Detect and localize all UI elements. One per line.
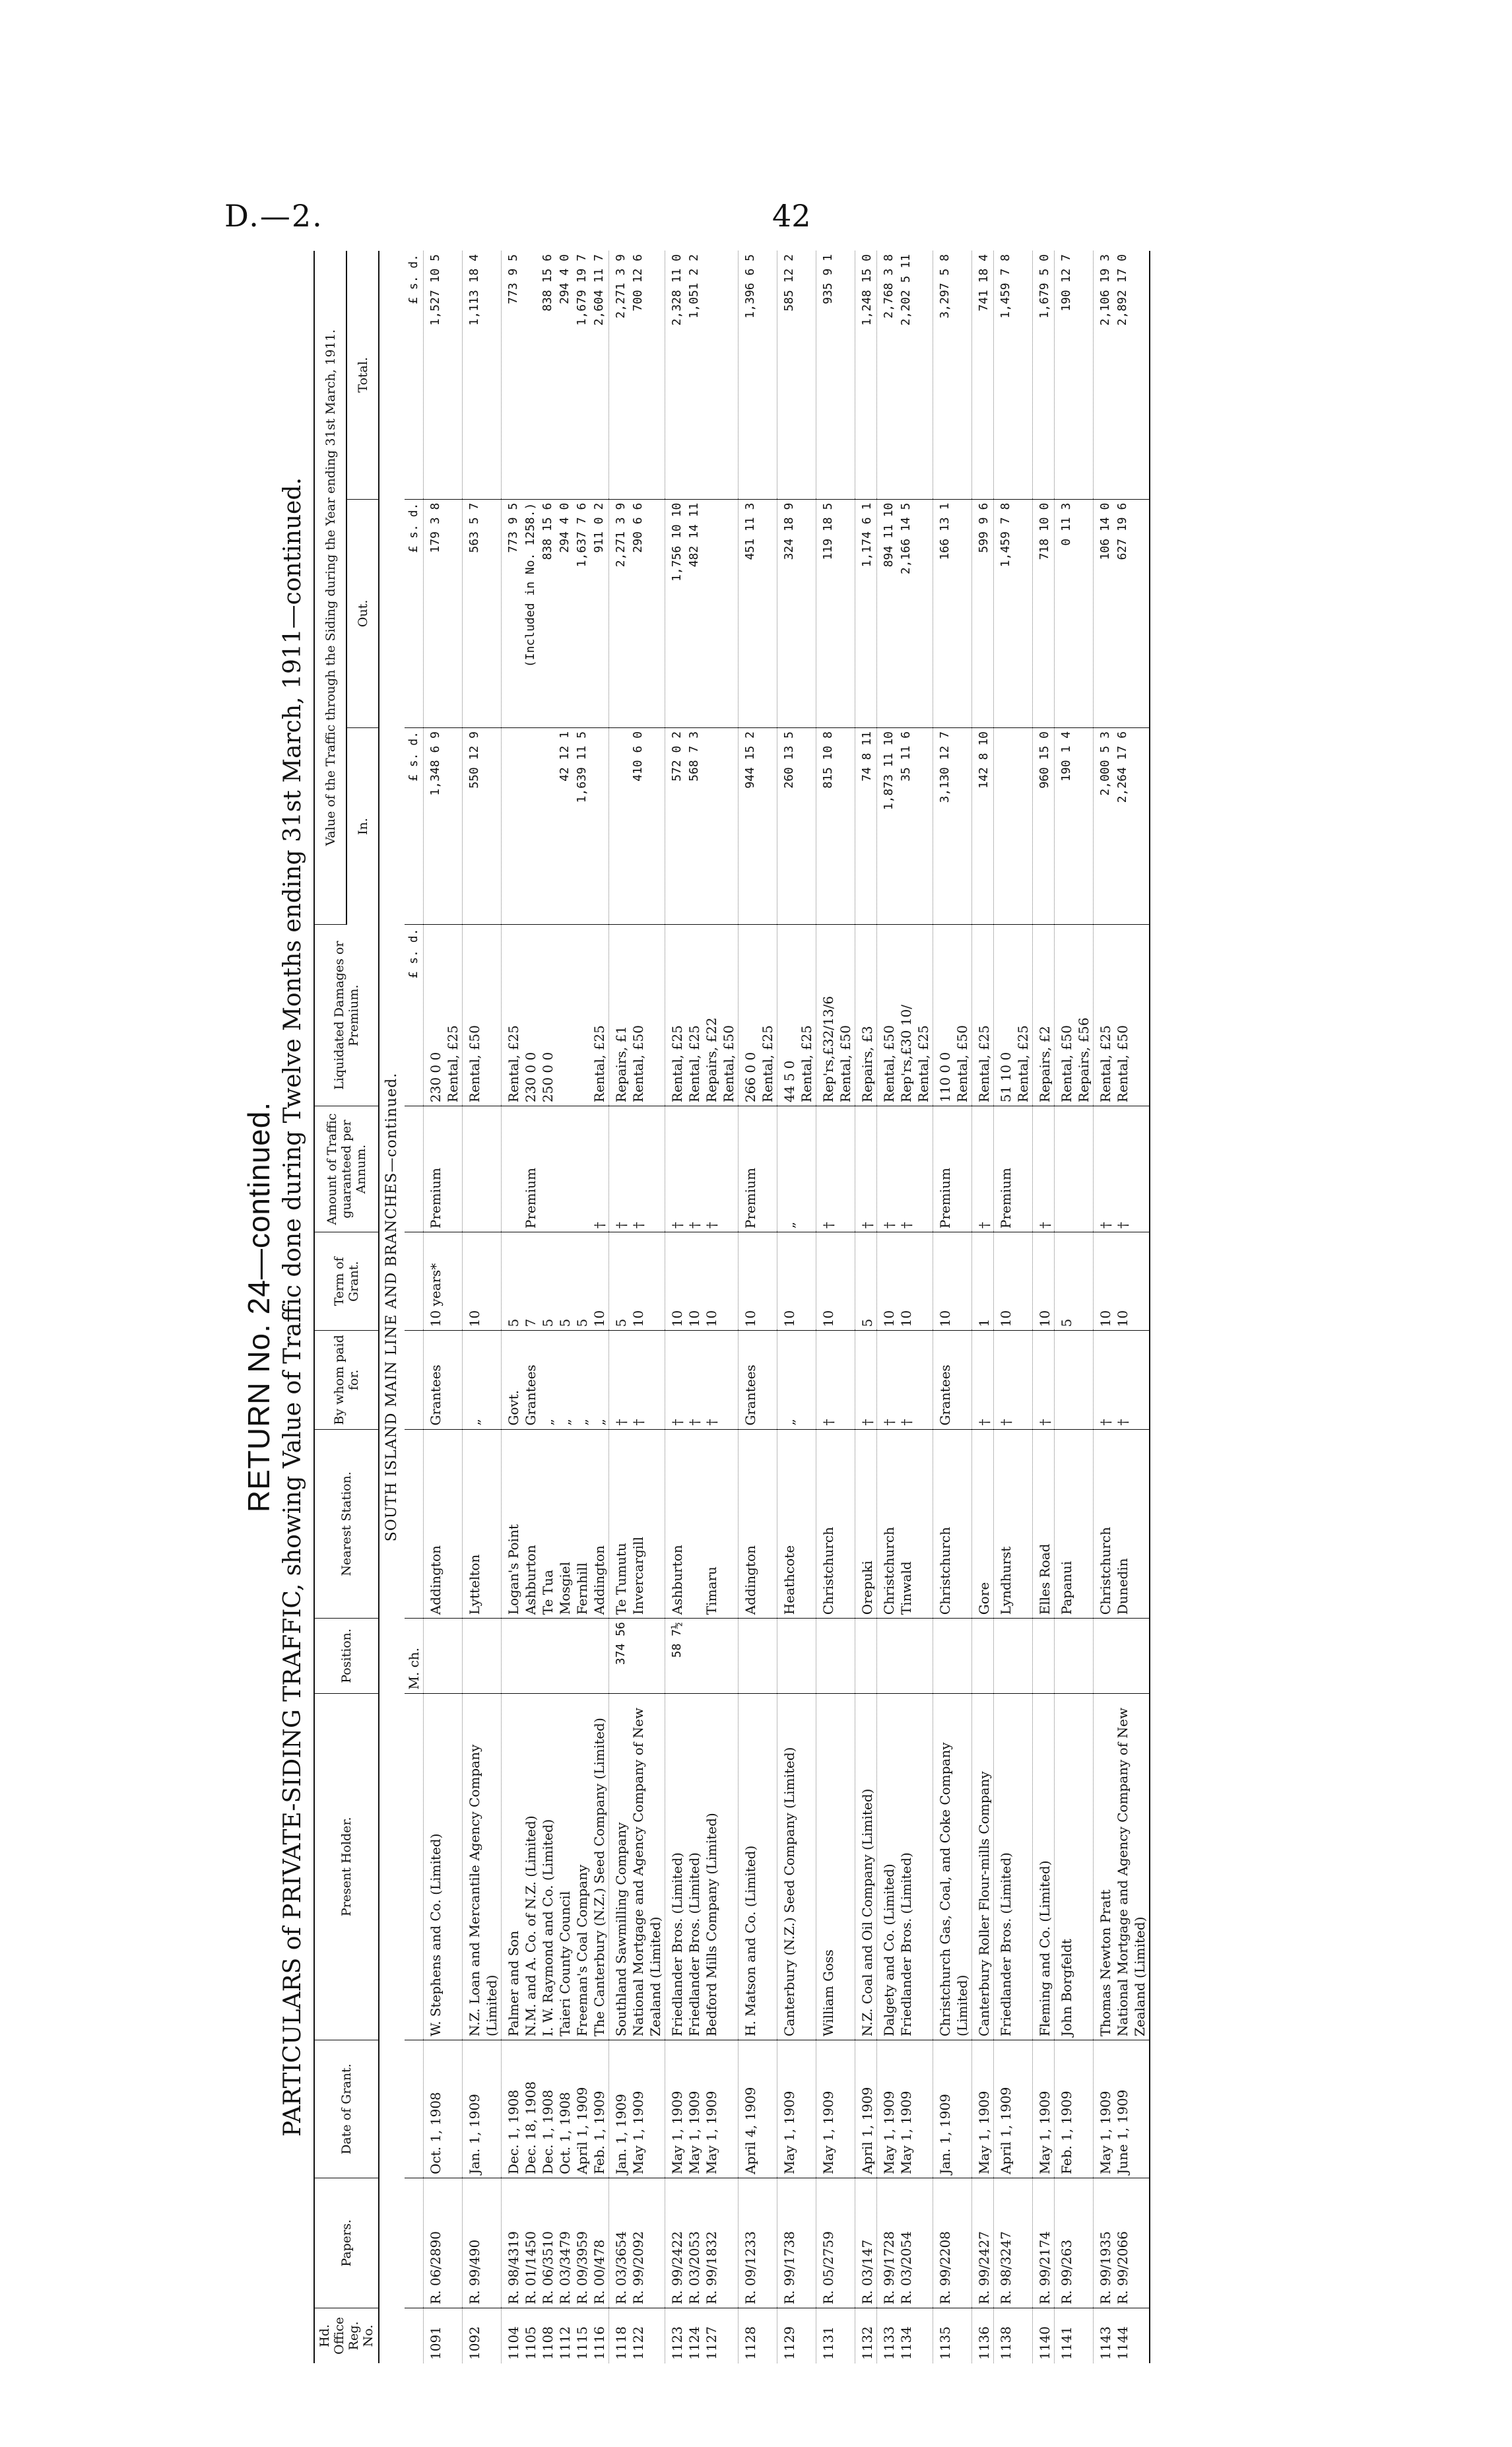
cell-paid-by: † †: [877, 1331, 933, 1429]
cell-paid-by: †: [855, 1331, 877, 1429]
cell-papers: R. 09/1233: [739, 2178, 777, 2308]
cell-term: 10: [777, 1232, 816, 1331]
cell-in: 944 15 2: [739, 727, 777, 925]
cell-total: 2,328 11 0 1,051 2 2: [665, 251, 739, 499]
cell-papers: R. 99/2427: [972, 2178, 994, 2308]
cell-damages: Rental, £25 Rental, £25 Repairs, £22 Rental, £50: [665, 925, 739, 1106]
table-row: [665, 251, 739, 2363]
cell-holder: Thomas Newton Pratt National Mortgage and Agency Company of New Zealand (Limited): [1094, 1693, 1150, 2040]
cell-office-no: 1118 1122: [609, 2308, 665, 2363]
cell-amount: † †: [877, 1106, 933, 1232]
cell-total: 2,271 3 9 700 12 6: [609, 251, 665, 499]
cell-damages: 44 5 0 Rental, £25: [777, 925, 816, 1106]
cell-total: 1,527 10 5: [424, 251, 463, 499]
cell-total: 1,113 18 4: [463, 251, 502, 499]
cell-in: [994, 727, 1033, 925]
cell-out: 563 5 7: [463, 499, 502, 727]
cell-out: 324 18 9: [777, 499, 816, 727]
table-row: [777, 251, 816, 2363]
page-number: 42: [772, 198, 811, 234]
cell-amount: Premium: [994, 1106, 1033, 1232]
cell-term: 5: [1055, 1232, 1094, 1331]
cell-station: Te Tumutu Invercargill: [609, 1429, 665, 1619]
cell-office-no: 1138: [994, 2308, 1033, 2363]
table-row: [502, 251, 609, 2363]
cell-office-no: 1136: [972, 2308, 994, 2363]
cell-out: 451 11 3: [739, 499, 777, 727]
cell-office-no: 1141: [1055, 2308, 1094, 2363]
table-container: [313, 251, 1150, 2363]
cell-papers: R. 99/1738: [777, 2178, 816, 2308]
cell-office-no: 1091: [424, 2308, 463, 2363]
cell-holder: Southland Sawmilling Company National Mortgage and Agency Company of New Zealand (Limited): [609, 1693, 665, 2040]
cell-papers: R. 99/490: [463, 2178, 502, 2308]
cell-holder: Christchurch Gas, Coal, and Coke Company (Limited): [933, 1693, 972, 2040]
cell-paid-by: [1055, 1331, 1094, 1429]
col-out: Out.: [346, 499, 379, 727]
col-term: Term of Grant.: [314, 1232, 379, 1331]
cell-damages: 266 0 0 Rental, £25: [739, 925, 777, 1106]
col-damages: Liquidated Damages or Premium.: [314, 925, 379, 1106]
cell-in: 260 13 5: [777, 727, 816, 925]
col-paid-by: By whom paid for.: [314, 1331, 379, 1429]
cell-holder: Canterbury Roller Flour-mills Company: [972, 1693, 994, 2040]
cell-papers: R. 03/3654 R. 99/2092: [609, 2178, 665, 2308]
cell-station: Lyndhurst: [994, 1429, 1033, 1619]
cell-paid-by: Grantees: [933, 1331, 972, 1429]
cell-term: 10: [1033, 1232, 1055, 1331]
cell-in: 960 15 0: [1033, 727, 1055, 925]
cell-papers: R. 99/1935 R. 99/2066: [1094, 2178, 1150, 2308]
cell-damages: Rep'rs,£32/13/6 Rental, £50: [816, 925, 855, 1106]
unit-position: M. ch.: [405, 1619, 424, 1693]
cell-paid-by: †: [1033, 1331, 1055, 1429]
cell-position: [424, 1619, 463, 1693]
table-row: [1094, 251, 1150, 2363]
col-date: Date of Grant.: [314, 2040, 379, 2178]
col-holder: Present Holder.: [314, 1693, 379, 2040]
cell-holder: N.Z. Loan and Mercantile Agency Company (Limited): [463, 1693, 502, 2040]
cell-station: Addington: [739, 1429, 777, 1619]
cell-in: 410 6 0: [609, 727, 665, 925]
cell-total: 190 12 7: [1055, 251, 1094, 499]
cell-out: 1,459 7 8: [994, 499, 1033, 727]
cell-amount: Premium: [424, 1106, 463, 1232]
cell-papers: R. 99/1728 R. 03/2054: [877, 2178, 933, 2308]
cell-station: Heathcote: [777, 1429, 816, 1619]
col-station: Nearest Station.: [314, 1429, 379, 1619]
cell-in: 815 10 8: [816, 727, 855, 925]
cell-term: 10: [933, 1232, 972, 1331]
units-row: [405, 251, 424, 2363]
cell-office-no: 1132: [855, 2308, 877, 2363]
cell-date: April 4, 1909: [739, 2040, 777, 2178]
cell-in: 1,348 6 9: [424, 727, 463, 925]
cell-term: 10 years*: [424, 1232, 463, 1331]
cell-amount: „: [777, 1106, 816, 1232]
cell-office-no: 1104 1105 1108 1112 1115 1116: [502, 2308, 609, 2363]
cell-position: [972, 1619, 994, 1693]
cell-date: May 1, 1909: [972, 2040, 994, 2178]
table-row: [1033, 251, 1055, 2363]
rotated-table-area: [241, 251, 1468, 2363]
cell-damages: Repairs, £1 Rental, £50: [609, 925, 665, 1106]
cell-position: [502, 1619, 609, 1693]
cell-holder: Friedlander Bros. (Limited): [994, 1693, 1033, 2040]
cell-in: 74 8 11: [855, 727, 877, 925]
cell-in: 550 12 9: [463, 727, 502, 925]
cell-total: 585 12 2: [777, 251, 816, 499]
cell-amount: Premium †: [502, 1106, 609, 1232]
cell-station: Papanui: [1055, 1429, 1094, 1619]
table-row: [994, 251, 1033, 2363]
cell-amount: † †: [609, 1106, 665, 1232]
cell-amount: [463, 1106, 502, 1232]
table-row: [609, 251, 665, 2363]
cell-total: 3,297 5 8: [933, 251, 972, 499]
cell-damages: 230 0 0 Rental, £25: [424, 925, 463, 1106]
cell-office-no: 1143 1144: [1094, 2308, 1150, 2363]
cell-office-no: 1140: [1033, 2308, 1055, 2363]
cell-term: 10 10: [877, 1232, 933, 1331]
cell-date: Jan. 1, 1909: [463, 2040, 502, 2178]
cell-holder: Canterbury (N.Z.) Seed Company (Limited): [777, 1693, 816, 2040]
cell-total: 935 9 1: [816, 251, 855, 499]
cell-papers: R. 99/263: [1055, 2178, 1094, 2308]
cell-damages: Rental, £25 230 0 0 250 0 0 Rental, £25: [502, 925, 609, 1106]
cell-office-no: 1131: [816, 2308, 855, 2363]
cell-paid-by: †: [972, 1331, 994, 1429]
unit-out: £ s. d.: [405, 499, 424, 727]
section-row: [379, 251, 405, 2363]
cell-position: [816, 1619, 855, 1693]
cell-date: Oct. 1, 1908: [424, 2040, 463, 2178]
col-value-group: Value of the Traffic through the Siding during the Year ending 31st March, 1911.: [314, 251, 346, 925]
cell-term: 10: [994, 1232, 1033, 1331]
cell-papers: R. 98/3247: [994, 2178, 1033, 2308]
cell-amount: †: [855, 1106, 877, 1232]
cell-position: 374 56: [609, 1619, 665, 1693]
cell-papers: R. 99/2174: [1033, 2178, 1055, 2308]
cell-damages: 110 0 0 Rental, £50: [933, 925, 972, 1106]
cell-amount: †: [1033, 1106, 1055, 1232]
cell-position: [933, 1619, 972, 1693]
cell-papers: R. 99/2422 R. 03/2053 R. 99/1832: [665, 2178, 739, 2308]
cell-in: 190 1 4: [1055, 727, 1094, 925]
cell-station: Christchurch Dunedin: [1094, 1429, 1150, 1619]
cell-paid-by: †: [994, 1331, 1033, 1429]
table-row: [1055, 251, 1094, 2363]
cell-papers: R. 99/2208: [933, 2178, 972, 2308]
cell-station: Orepuki: [855, 1429, 877, 1619]
cell-damages: Rental, £50: [463, 925, 502, 1106]
cell-term: 10: [463, 1232, 502, 1331]
cell-amount: †: [972, 1106, 994, 1232]
cell-in: 42 12 1 1,639 11 5: [502, 727, 609, 925]
cell-damages: Rental, £50 Repairs, £56: [1055, 925, 1094, 1106]
cell-paid-by: „: [463, 1331, 502, 1429]
cell-office-no: 1092: [463, 2308, 502, 2363]
col-total: Total.: [346, 251, 379, 499]
cell-paid-by: Grantees: [424, 1331, 463, 1429]
cell-out: 166 13 1: [933, 499, 972, 727]
cell-damages: Repairs, £2: [1033, 925, 1055, 1106]
cell-out: 119 18 5: [816, 499, 855, 727]
cell-holder: Friedlander Bros. (Limited) Friedlander Bros. (Limited) Bedford Mills Company (Limited): [665, 1693, 739, 2040]
private-siding-table: [313, 251, 1150, 2363]
cell-position: 58 7½: [665, 1619, 739, 1693]
cell-damages: 51 10 0 Rental, £25: [994, 925, 1033, 1106]
return-title: RETURN No. 24—continued.: [242, 1101, 276, 1513]
cell-total: 1,679 5 0: [1033, 251, 1055, 499]
cell-term: 5 10: [609, 1232, 665, 1331]
cell-date: Feb. 1, 1909: [1055, 2040, 1094, 2178]
cell-paid-by: Govt. Grantees „ „ „ „: [502, 1331, 609, 1429]
table-row: [972, 251, 994, 2363]
cell-paid-by: † †: [609, 1331, 665, 1429]
cell-total: 2,106 19 3 2,892 17 0: [1094, 251, 1150, 499]
cell-in: 3,130 12 7: [933, 727, 972, 925]
cell-date: Jan. 1, 1909 May 1, 1909: [609, 2040, 665, 2178]
cell-position: [994, 1619, 1033, 1693]
cell-date: May 1, 1909 May 1, 1909: [877, 2040, 933, 2178]
cell-term: 10 10 10: [665, 1232, 739, 1331]
cell-amount: † †: [1094, 1106, 1150, 1232]
cell-station: Christchurch Tinwald: [877, 1429, 933, 1619]
table-row: [877, 251, 933, 2363]
cell-amount: Premium: [933, 1106, 972, 1232]
cell-paid-by: †: [816, 1331, 855, 1429]
cell-papers: R. 98/4319 R. 01/1450 R. 06/3510 R. 03/3479 R. 09/3959 R. 00/478: [502, 2178, 609, 2308]
cell-holder: H. Matson and Co. (Limited): [739, 1693, 777, 2040]
cell-amount: †: [816, 1106, 855, 1232]
cell-date: April 1, 1909: [855, 2040, 877, 2178]
cell-paid-by: „: [777, 1331, 816, 1429]
header-row-1: [314, 251, 346, 2363]
cell-holder: John Borgfeldt: [1055, 1693, 1094, 2040]
cell-out: 179 3 8: [424, 499, 463, 727]
cell-damages: Repairs, £3: [855, 925, 877, 1106]
cell-date: May 1, 1909: [1033, 2040, 1055, 2178]
return-subtitle: PARTICULARS of PRIVATE-SIDING TRAFFIC, showing Value of Traffic done during Twelve Months ending 31st March, 1911—continued.: [279, 477, 306, 2137]
cell-office-no: 1135: [933, 2308, 972, 2363]
cell-station: Gore: [972, 1429, 994, 1619]
cell-out: 2,271 3 9 290 6 6: [609, 499, 665, 727]
cell-date: Jan. 1, 1909: [933, 2040, 972, 2178]
cell-term: 5 7 5 5 5 10: [502, 1232, 609, 1331]
unit-damages: £ s. d.: [405, 925, 424, 1106]
unit-in: £ s. d.: [405, 727, 424, 925]
cell-total: 1,396 6 5: [739, 251, 777, 499]
cell-date: May 1, 1909: [777, 2040, 816, 2178]
cell-in: 1,873 11 10 35 11 6: [877, 727, 933, 925]
cell-date: May 1, 1909 May 1, 1909 May 1, 1909: [665, 2040, 739, 2178]
cell-damages: Rental, £25 Rental, £50: [1094, 925, 1150, 1106]
cell-total: 741 18 4: [972, 251, 994, 499]
cell-position: [1055, 1619, 1094, 1693]
cell-station: Christchurch: [816, 1429, 855, 1619]
cell-date: May 1, 1909: [816, 2040, 855, 2178]
table-row: [739, 251, 777, 2363]
cell-out: 894 11 10 2,166 14 5: [877, 499, 933, 727]
cell-station: Lyttelton: [463, 1429, 502, 1619]
col-in: In.: [346, 727, 379, 925]
cell-in: 2,000 5 3 2,264 17 6: [1094, 727, 1150, 925]
page-header-left: D.—2.: [224, 198, 323, 234]
cell-station: Logan's Point Ashburton Te Tua Mosgiel Fernhill Addington: [502, 1429, 609, 1619]
cell-in: 572 0 2 568 7 3: [665, 727, 739, 925]
cell-out: 773 9 5 (Included in No. 1258.) 838 15 6 294 4 0 1,637 7 6 911 0 2: [502, 499, 609, 727]
cell-holder: N.Z. Coal and Oil Company (Limited): [855, 1693, 877, 2040]
col-amount: Amount of Traffic guaranteed per Annum.: [314, 1106, 379, 1232]
unit-total: £ s. d.: [405, 251, 424, 499]
cell-position: [739, 1619, 777, 1693]
cell-date: Dec. 1, 1908 Dec. 18, 1908 Dec. 1, 1908 Oct. 1, 1908 April 1, 1909 Feb. 1, 1909: [502, 2040, 609, 2178]
cell-papers: R. 06/2890: [424, 2178, 463, 2308]
col-position: Position.: [314, 1619, 379, 1693]
section-heading: SOUTH ISLAND MAIN LINE AND BRANCHES—continued.: [383, 1072, 400, 1542]
cell-damages: Rental, £25: [972, 925, 994, 1106]
table-body: [379, 251, 1150, 2363]
cell-station: Ashburton Timaru: [665, 1429, 739, 1619]
table-row: [855, 251, 877, 2363]
cell-paid-by: † †: [1094, 1331, 1150, 1429]
cell-total: 1,248 15 0: [855, 251, 877, 499]
col-office-no: Hd. Office Reg. No.: [314, 2308, 379, 2363]
cell-paid-by: Grantees: [739, 1331, 777, 1429]
cell-damages: Rental, £50 Rep'rs,£30 10/ Rental, £25: [877, 925, 933, 1106]
cell-holder: W. Stephens and Co. (Limited): [424, 1693, 463, 2040]
cell-office-no: 1133 1134: [877, 2308, 933, 2363]
cell-paid-by: † † †: [665, 1331, 739, 1429]
cell-papers: R. 03/147: [855, 2178, 877, 2308]
cell-term: 5: [855, 1232, 877, 1331]
cell-term: 10: [739, 1232, 777, 1331]
cell-holder: Fleming and Co. (Limited): [1033, 1693, 1055, 2040]
cell-position: [1094, 1619, 1150, 1693]
cell-position: [777, 1619, 816, 1693]
cell-amount: † † †: [665, 1106, 739, 1232]
cell-term: 10: [816, 1232, 855, 1331]
table-row: [933, 251, 972, 2363]
cell-out: 106 14 0 627 19 6: [1094, 499, 1150, 727]
cell-office-no: 1128: [739, 2308, 777, 2363]
cell-date: May 1, 1909 June 1, 1909: [1094, 2040, 1150, 2178]
cell-total: 773 9 5 838 15 6 294 4 0 1,679 19 7 2,604 11 7: [502, 251, 609, 499]
cell-holder: Dalgety and Co. (Limited) Friedlander Bros. (Limited): [877, 1693, 933, 2040]
cell-position: [855, 1619, 877, 1693]
cell-papers: R. 05/2759: [816, 2178, 855, 2308]
cell-out: 0 11 3: [1055, 499, 1094, 727]
cell-term: 1: [972, 1232, 994, 1331]
cell-office-no: 1123 1124 1127: [665, 2308, 739, 2363]
cell-in: 142 8 10: [972, 727, 994, 925]
cell-out: 1,756 10 10 482 14 11: [665, 499, 739, 727]
cell-station: Christchurch: [933, 1429, 972, 1619]
cell-out: 599 9 6: [972, 499, 994, 727]
cell-holder: William Goss: [816, 1693, 855, 2040]
cell-holder: Palmer and Son N.M. and A. Co. of N.Z. (Limited) I. W. Raymond and Co. (Limited) Taieri County Council Freeman's Coal Company The Canterbury (N.Z.) Seed Company (Limited): [502, 1693, 609, 2040]
cell-amount: Premium: [739, 1106, 777, 1232]
cell-amount: [1055, 1106, 1094, 1232]
cell-station: Elles Road: [1033, 1429, 1055, 1619]
cell-term: 10 10: [1094, 1232, 1150, 1331]
cell-out: 1,174 6 1: [855, 499, 877, 727]
cell-total: 1,459 7 8: [994, 251, 1033, 499]
cell-date: April 1, 1909: [994, 2040, 1033, 2178]
cell-position: [877, 1619, 933, 1693]
cell-position: [1033, 1619, 1055, 1693]
table-row: [816, 251, 855, 2363]
cell-station: Addington: [424, 1429, 463, 1619]
cell-out: 718 10 0: [1033, 499, 1055, 727]
cell-position: [463, 1619, 502, 1693]
cell-total: 2,768 3 8 2,202 5 11: [877, 251, 933, 499]
table-row: [424, 251, 463, 2363]
cell-office-no: 1129: [777, 2308, 816, 2363]
col-papers: Papers.: [314, 2178, 379, 2308]
table-row: [463, 251, 502, 2363]
